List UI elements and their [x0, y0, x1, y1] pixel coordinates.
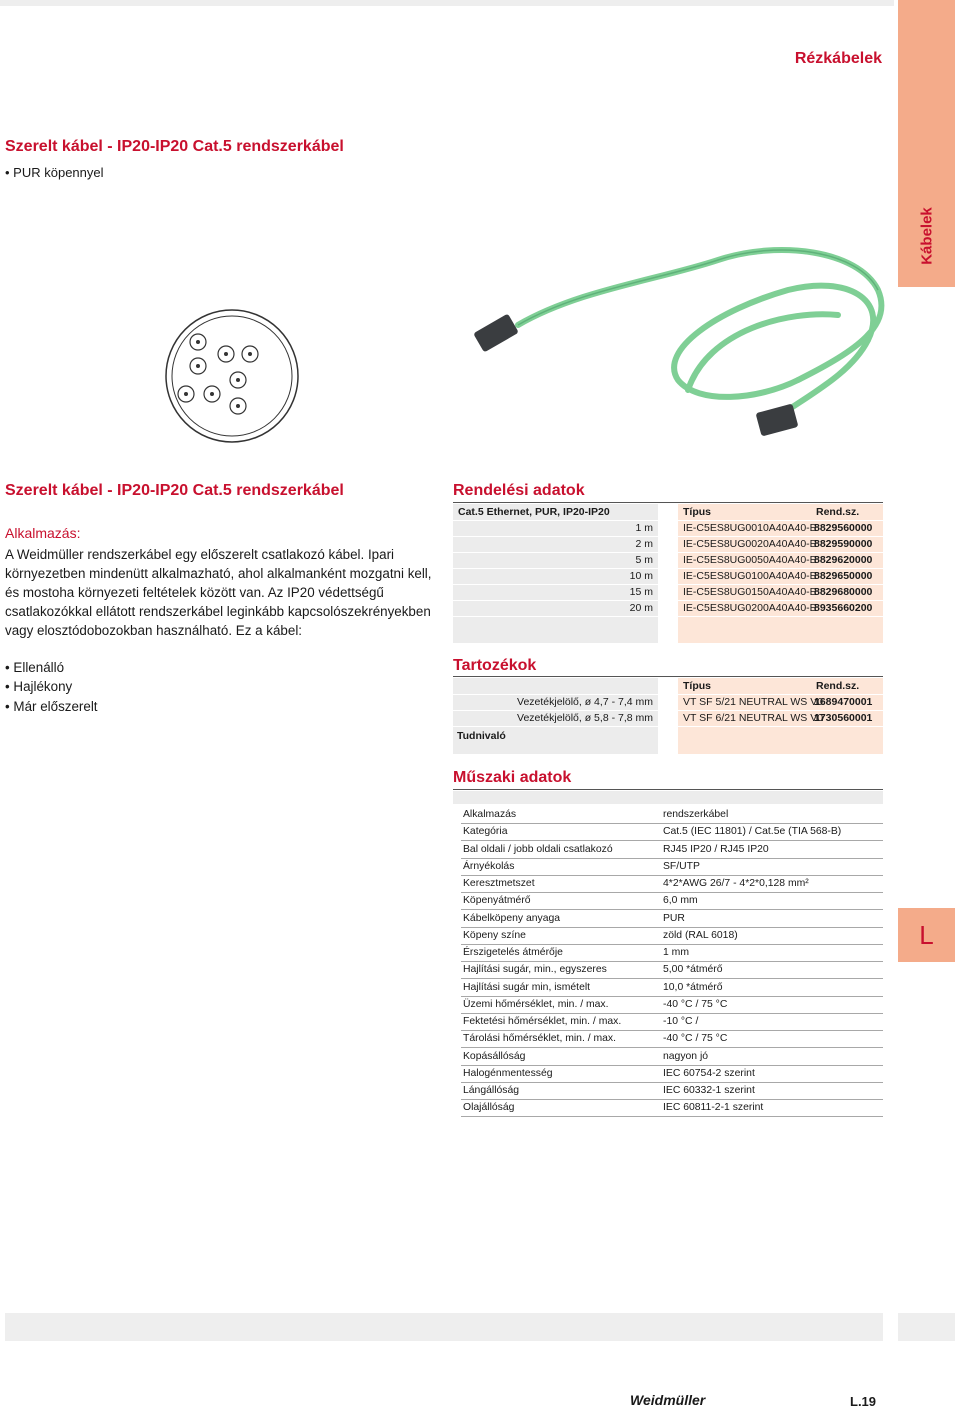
ordering-header-row [678, 504, 883, 520]
col-type-header: Típus [683, 680, 711, 692]
order-cell: 8829620000 [814, 554, 873, 566]
spec-label: Kopásállóság [463, 1050, 526, 1062]
spec-row [461, 996, 883, 1014]
order-cell: 1730560001 [814, 712, 873, 724]
table-row [678, 694, 883, 710]
spec-row [461, 858, 883, 876]
length-cell: 20 m [629, 602, 653, 614]
spec-row [461, 910, 883, 928]
accessories-rule [453, 676, 883, 677]
footer-tab [898, 1313, 955, 1341]
table-row [678, 536, 883, 552]
spec-value: Cat.5 (IEC 11801) / Cat.5e (TIA 568-B) [663, 826, 842, 838]
accessories-heading: Tartozékok [453, 657, 537, 674]
spec-row [461, 927, 883, 945]
accessory-desc: Vezetékjelölő, ø 5,8 - 7,8 mm [517, 712, 653, 724]
spec-row [461, 1065, 883, 1083]
accessories-left-panel [453, 678, 658, 754]
spec-row [461, 823, 883, 841]
length-cell: 10 m [629, 570, 653, 582]
order-cell: 8829650000 [814, 570, 873, 582]
product-bullet-text: PUR köpennyel [13, 165, 104, 180]
cable-photo [458, 230, 898, 470]
ordering-rule [453, 502, 883, 503]
spec-label: Köpeny színe [463, 929, 526, 941]
col-order-header: Rend.sz. [816, 680, 860, 692]
spec-value: zöld (RAL 6018) [663, 929, 738, 941]
accessories-right-panel [678, 678, 883, 754]
table-row [678, 584, 883, 600]
application-label: Alkalmazás: [5, 525, 81, 541]
type-cell: IE-C5ES8UG0200A40A40-E [683, 602, 817, 614]
type-cell: IE-C5ES8UG0150A40A40-E [683, 586, 817, 598]
section-title: Rézkábelek [794, 50, 882, 67]
spec-value: IEC 60332-1 szerint [663, 1085, 755, 1096]
side-tab-label: Kábelek [918, 207, 935, 265]
product-title: Szerelt kábel - IP20-IP20 Cat.5 rendszerkábel [5, 138, 344, 155]
spec-row [461, 1082, 883, 1100]
spec-label: Köpenyátmérő [463, 895, 531, 907]
spec-row [461, 1099, 883, 1117]
spec-label: Olajállóság [463, 1102, 515, 1114]
spec-value: rendszerkábel [663, 809, 729, 820]
spec-row [461, 979, 883, 997]
spec-label: Fektetési hőmérséklet, min. / max. [463, 1016, 622, 1027]
col-type-header: Típus [683, 506, 711, 518]
spec-value: 10,0 *átmérő [663, 981, 723, 993]
feature-item: • Hajlékony [5, 677, 98, 696]
feature-item: • Már előszerelt [5, 697, 98, 716]
spec-label: Árnyékolás [463, 860, 515, 872]
spec-row [461, 1013, 883, 1031]
technical-rule [453, 789, 883, 790]
order-cell: 1689470001 [814, 696, 873, 708]
order-cell: 8829680000 [814, 586, 873, 598]
order-cell: 8829590000 [814, 538, 873, 550]
footer-bar [5, 1313, 883, 1341]
page-number: L.19 [850, 1394, 877, 1409]
spec-row [461, 1030, 883, 1048]
ordering-right-panel [678, 504, 883, 643]
table-row [678, 710, 883, 726]
table-row [678, 600, 883, 616]
type-cell: IE-C5ES8UG0020A40A40-E [683, 538, 817, 550]
top-strip [0, 0, 894, 6]
note-label: Tudnivaló [457, 730, 506, 742]
spec-label: Hajlítási sugár, min., egyszeres [463, 964, 607, 976]
technical-table [461, 806, 883, 1118]
spec-label: Hajlítási sugár min, ismételt [463, 981, 591, 993]
letter-tab-label: L [919, 920, 934, 950]
spec-value: 4*2*AWG 26/7 - 4*2*0,128 mm² [663, 878, 809, 889]
order-cell: 8829560000 [814, 522, 873, 534]
table-row [678, 552, 883, 568]
spec-value: 5,00 *átmérő [663, 964, 723, 976]
order-cell: 8935660200 [814, 602, 873, 614]
ordering-heading: Rendelési adatok [453, 482, 585, 499]
spec-row [461, 1048, 883, 1066]
spec-value: SF/UTP [663, 860, 700, 872]
product-description: A Weidmüller rendszerkábel egy előszerelt csatlakozó kábel. Ipari környezetben mindenütt alkalmazható, ahol alkalmanként mozgatni kell, és mostoha környezeti feltételek között van. Az IP20 védettségű csatlakozókkal ellátott rendszerkábel leginkább kapcsolószekrényekben vagy elosztódobozokban használható. Ez a kábel: [5, 547, 432, 638]
side-tab [898, 0, 955, 287]
accessory-desc: Vezetékjelölő, ø 4,7 - 7,4 mm [517, 696, 653, 708]
spec-label: Kábelköpeny anyaga [463, 912, 561, 924]
spec-label: Bal oldali / jobb oldali csatlakozó [463, 843, 613, 855]
spec-label: Lángállóság [463, 1085, 520, 1096]
spec-value: 6,0 mm [663, 895, 698, 907]
letter-tab [898, 908, 955, 962]
col-order-header: Rend.sz. [816, 506, 860, 518]
spec-label: Üzemi hőmérséklet, min. / max. [463, 998, 609, 1010]
feature-item: • Ellenálló [5, 658, 98, 677]
table-row [678, 520, 883, 536]
spec-label: Keresztmetszet [463, 878, 535, 889]
technical-band [453, 791, 883, 804]
spec-value: -40 °C / 75 °C [663, 1033, 728, 1045]
spec-label: Érszigetelés átmérője [463, 947, 563, 958]
spec-value: 1 mm [663, 947, 689, 958]
spec-label: Kategória [463, 826, 508, 838]
ordering-left-panel [453, 504, 658, 643]
spec-value: -10 °C / [663, 1016, 699, 1027]
weidmuller-logo: Weidmüller [630, 1392, 706, 1408]
spec-value: -40 °C / 75 °C [663, 998, 728, 1010]
technical-heading: Műszaki adatok [453, 769, 572, 786]
length-cell: 5 m [635, 554, 653, 566]
product-bullet: • PUR köpennyel [5, 165, 104, 180]
spec-value: IEC 60811-2-1 szerint [663, 1102, 764, 1114]
spec-row [461, 841, 883, 859]
type-cell: VT SF 6/21 NEUTRAL WS V0 [683, 712, 824, 724]
spec-value: PUR [663, 912, 685, 924]
spec-label: Halogénmentesség [463, 1067, 553, 1079]
type-cell: IE-C5ES8UG0100A40A40-E [683, 570, 817, 582]
length-cell: 1 m [635, 522, 653, 534]
product-title-2: Szerelt kábel - IP20-IP20 Cat.5 rendszerkábel [5, 482, 344, 499]
spec-value: nagyon jó [663, 1050, 709, 1062]
ordering-group-label: Cat.5 Ethernet, PUR, IP20-IP20 [458, 506, 610, 518]
length-cell: 15 m [629, 586, 653, 598]
type-cell: IE-C5ES8UG0010A40A40-E [683, 522, 817, 534]
spec-value: IEC 60754-2 szerint [663, 1067, 755, 1079]
accessories-header-row [678, 678, 883, 694]
table-row [678, 568, 883, 584]
spec-row [461, 961, 883, 979]
type-cell: IE-C5ES8UG0050A40A40-E [683, 554, 817, 566]
spec-row [461, 944, 883, 962]
spec-label: Tárolási hőmérséklet, min. / max. [463, 1033, 617, 1045]
spec-row [461, 892, 883, 910]
spec-row [461, 875, 883, 893]
spec-value: RJ45 IP20 / RJ45 IP20 [663, 843, 769, 855]
length-cell: 2 m [635, 538, 653, 550]
spec-row [461, 806, 883, 824]
spec-label: Alkalmazás [463, 809, 517, 820]
feature-list [5, 658, 98, 716]
type-cell: VT SF 5/21 NEUTRAL WS V0 [683, 696, 824, 708]
cable-cross-section-icon [152, 308, 312, 444]
